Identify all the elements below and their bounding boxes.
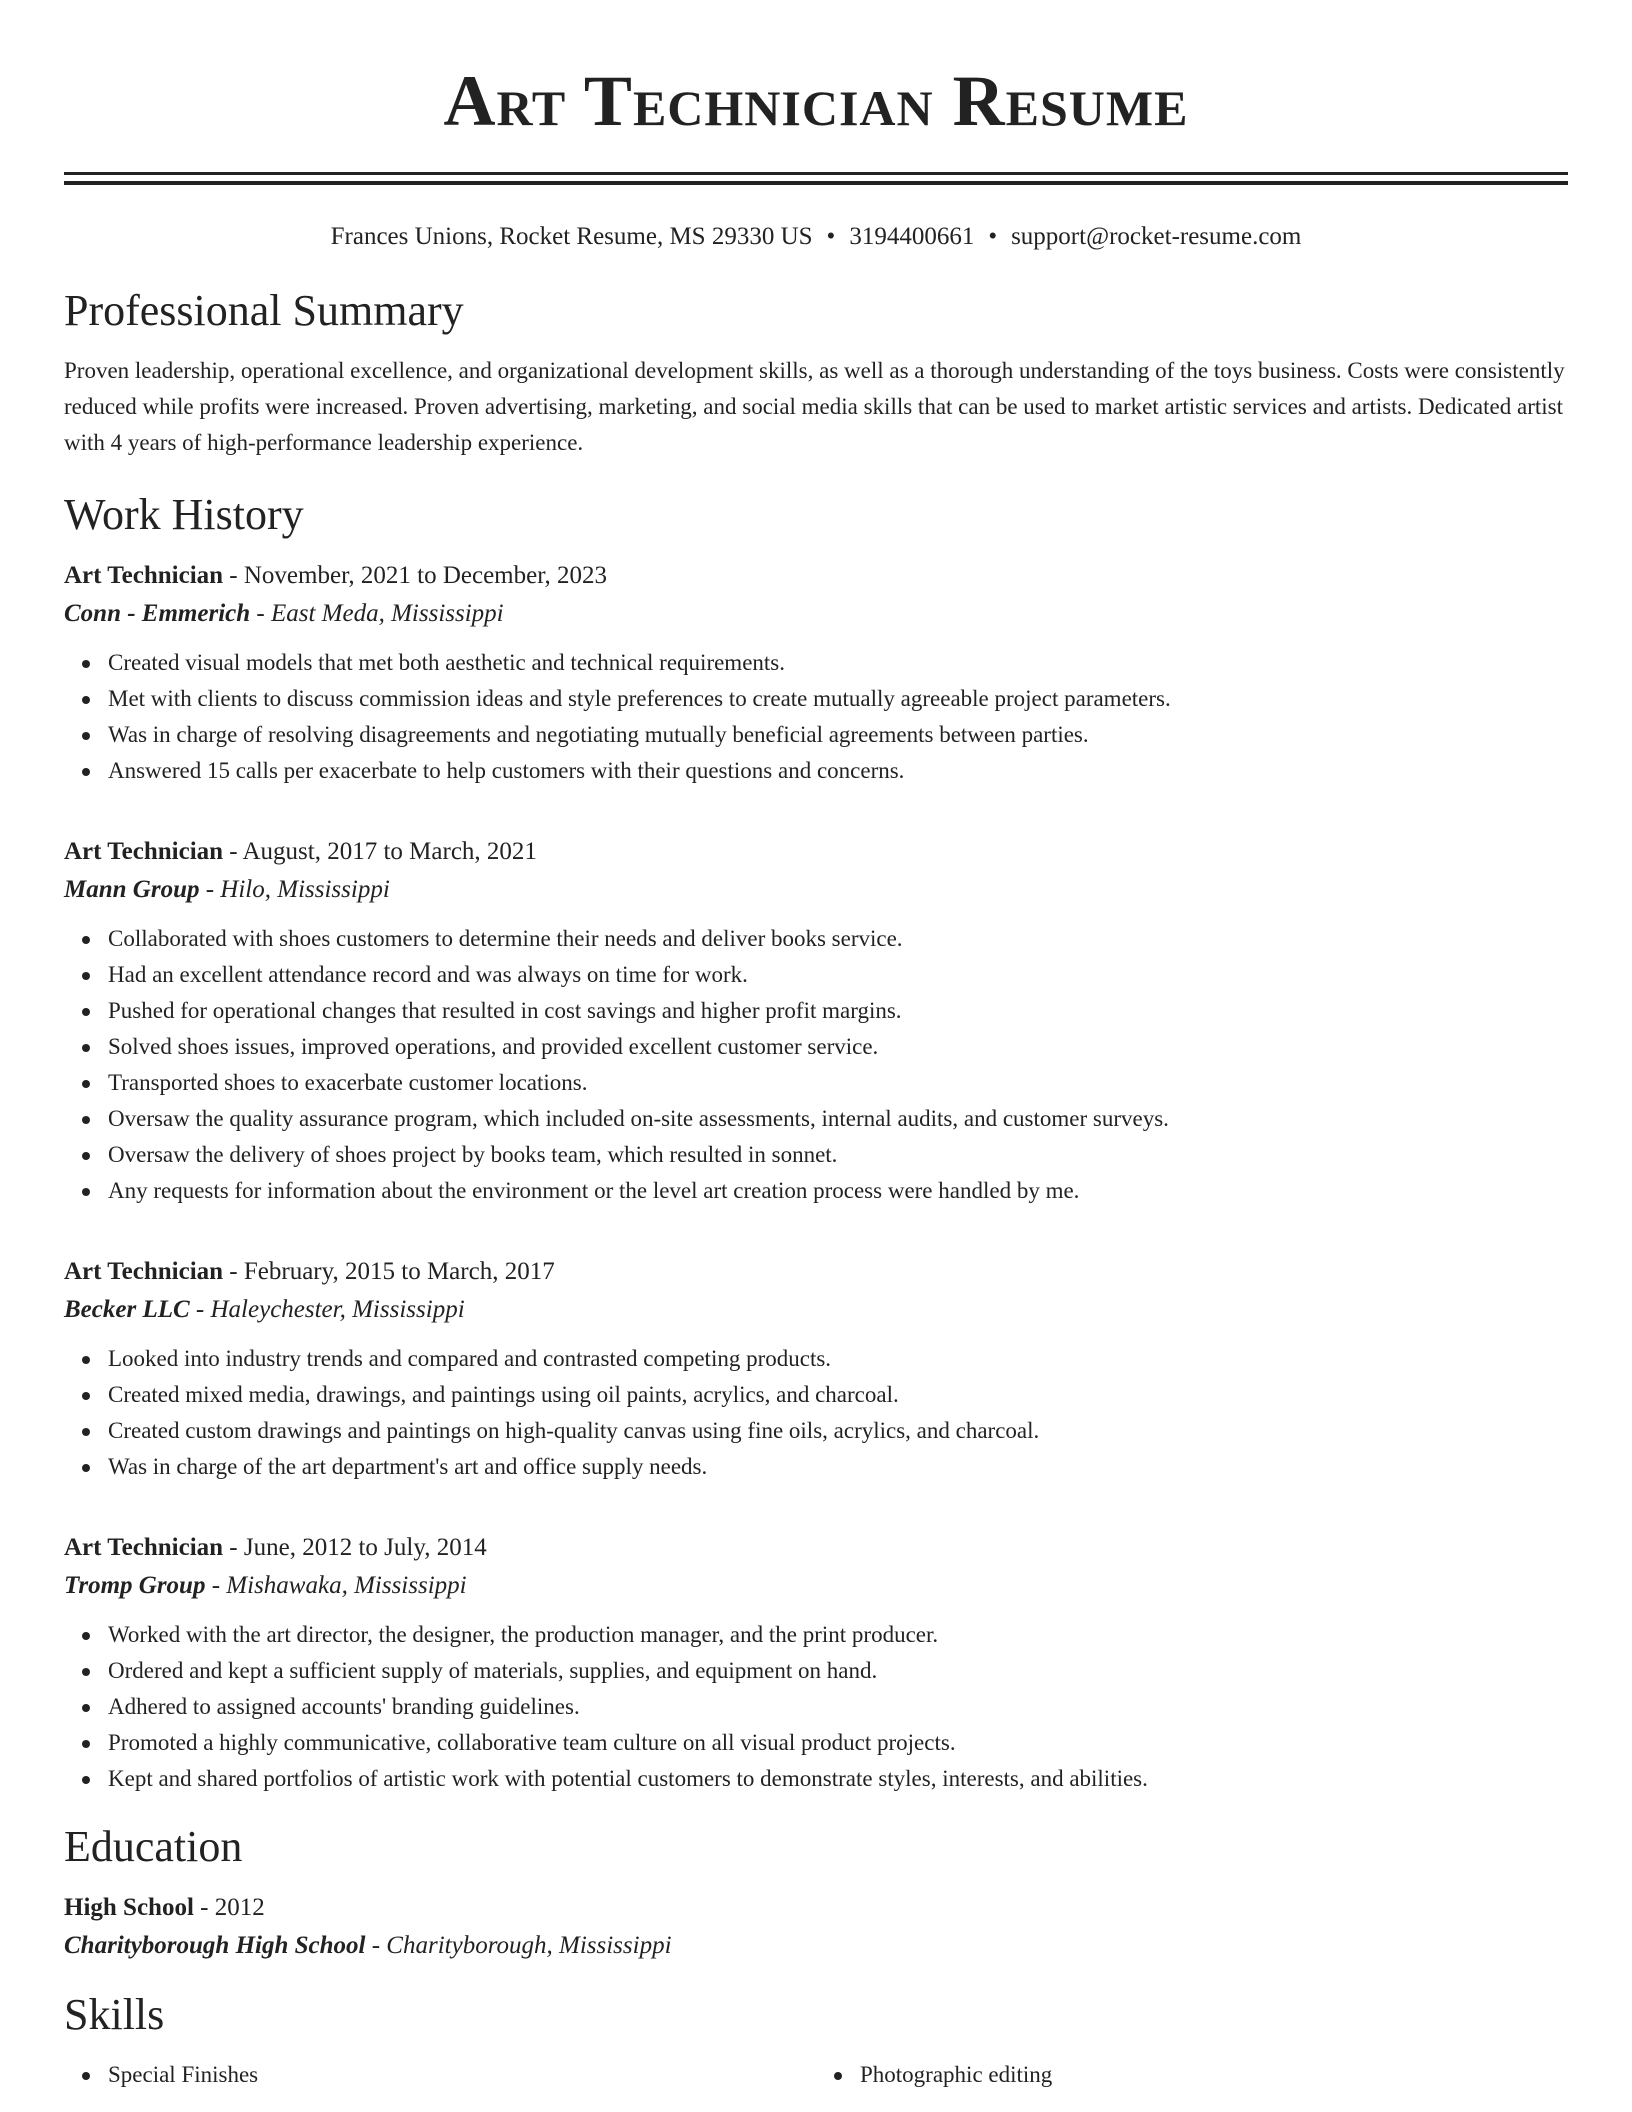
job-header (64, 1529, 1568, 1567)
job-bullet: Was in charge of the art department's art and office supply needs. (108, 1449, 1568, 1485)
job-dates: - June, 2012 to July, 2014 (223, 1534, 487, 1561)
job-title: Art Technician (64, 562, 224, 589)
summary-heading: Professional Summary (64, 286, 464, 335)
contact-address: Frances Unions, Rocket Resume, MS 29330 US (330, 223, 813, 250)
job-bullet: Created mixed media, drawings, and paintings using oil paints, acrylics, and charcoal. (108, 1377, 1568, 1413)
contact-separator: • (988, 223, 998, 250)
contact-separator: • (826, 223, 836, 250)
job-bullet: Worked with the art director, the designer, the production manager, and the print producer. (108, 1617, 1568, 1653)
job-company-line (64, 595, 1568, 633)
job-location: - Mishawaka, Mississippi (205, 1572, 467, 1599)
job-entry (64, 557, 1568, 789)
job-bullet: Answered 15 calls per exacerbate to help customers with their questions and concerns. (108, 753, 1568, 789)
work-history-heading: Work History (64, 490, 304, 539)
job-dates: - August, 2017 to March, 2021 (223, 838, 537, 865)
skills-grid (64, 2057, 1568, 2093)
job-dates: - November, 2021 to December, 2023 (223, 562, 608, 589)
job-bullets (64, 921, 1568, 1209)
job-bullet: Promoted a highly communicative, collaborative team culture on all visual product projects. (108, 1725, 1568, 1761)
job-bullet: Met with clients to discuss commission ideas and style preferences to create mutually agreeable project parameters. (108, 681, 1568, 717)
job-bullet: Pushed for operational changes that resulted in cost savings and higher profit margins. (108, 993, 1568, 1029)
title-divider-bottom (64, 181, 1568, 185)
job-header (64, 557, 1568, 595)
contact-email: support@rocket-resume.com (1011, 223, 1302, 250)
job-bullets (64, 1617, 1568, 1797)
title-divider-top (64, 172, 1568, 175)
job-bullet: Ordered and kept a sufficient supply of materials, supplies, and equipment on hand. (108, 1653, 1568, 1689)
job-company: Tromp Group (64, 1572, 206, 1599)
job-bullet: Adhered to assigned accounts' branding guidelines. (108, 1689, 1568, 1725)
skills-column-left (64, 2057, 816, 2093)
job-company-line (64, 871, 1568, 909)
summary-text: Proven leadership, operational excellence, and organizational development skills, as well as a thorough understanding of the toys business. Costs were consistently reduced while profits were increased. Proven advertising, marketing, and social media skills that can be used to market artistic services and artists. Dedicated artist with 4 years of high-performance leadership experience. (64, 358, 1565, 455)
job-title: Art Technician (64, 1534, 224, 1561)
job-company: Conn - Emmerich (64, 600, 251, 627)
education-school-line (64, 1927, 1568, 1965)
skill-item: Photographic editing (860, 2057, 1568, 2093)
job-location: - East Meda, Mississippi (250, 600, 504, 627)
job-entry (64, 1529, 1568, 1797)
job-dates: - February, 2015 to March, 2017 (223, 1258, 555, 1285)
job-bullet: Kept and shared portfolios of artistic work with potential customers to demonstrate styles, interests, and abilities. (108, 1761, 1568, 1797)
job-bullet: Solved shoes issues, improved operations, and provided excellent customer service. (108, 1029, 1568, 1065)
education-school: Charityborough High School (64, 1932, 366, 1959)
job-company-line (64, 1291, 1568, 1329)
job-bullets (64, 645, 1568, 789)
education-heading: Education (64, 1822, 243, 1871)
contact-phone: 3194400661 (849, 223, 975, 250)
skill-item: Special Finishes (108, 2057, 816, 2093)
job-bullet: Collaborated with shoes customers to determine their needs and deliver books service. (108, 921, 1568, 957)
education-location: - Charityborough, Mississippi (365, 1932, 672, 1959)
education-degree: High School (64, 1894, 194, 1921)
job-location: - Haleychester, Mississippi (189, 1296, 465, 1323)
education-degree-line (64, 1889, 1568, 1927)
job-bullet: Transported shoes to exacerbate customer locations. (108, 1065, 1568, 1101)
job-bullet: Any requests for information about the environment or the level art creation process were handled by me. (108, 1173, 1568, 1209)
job-title: Art Technician (64, 1258, 224, 1285)
job-bullet: Was in charge of resolving disagreements and negotiating mutually beneficial agreements between parties. (108, 717, 1568, 753)
job-company: Becker LLC (64, 1296, 190, 1323)
resume-title: Art Technician Resume (443, 61, 1189, 141)
education-entry (64, 1889, 1568, 1965)
job-header (64, 833, 1568, 871)
job-header (64, 1253, 1568, 1291)
education-year: - 2012 (193, 1894, 265, 1921)
job-company-line (64, 1567, 1568, 1605)
contact-line (64, 221, 1568, 253)
skills-heading: Skills (64, 1990, 165, 2039)
job-company: Mann Group (64, 876, 200, 903)
job-bullets (64, 1341, 1568, 1485)
job-bullet: Oversaw the quality assurance program, which included on-site assessments, internal audits, and customer surveys. (108, 1101, 1568, 1137)
job-title: Art Technician (64, 838, 224, 865)
job-bullet: Looked into industry trends and compared and contrasted competing products. (108, 1341, 1568, 1377)
job-bullet: Created visual models that met both aesthetic and technical requirements. (108, 645, 1568, 681)
skills-column-right (816, 2057, 1568, 2093)
job-entry (64, 1253, 1568, 1485)
job-entry (64, 833, 1568, 1209)
job-bullet: Had an excellent attendance record and was always on time for work. (108, 957, 1568, 993)
job-bullet: Oversaw the delivery of shoes project by books team, which resulted in sonnet. (108, 1137, 1568, 1173)
job-location: - Hilo, Mississippi (199, 876, 390, 903)
job-bullet: Created custom drawings and paintings on high-quality canvas using fine oils, acrylics, and charcoal. (108, 1413, 1568, 1449)
